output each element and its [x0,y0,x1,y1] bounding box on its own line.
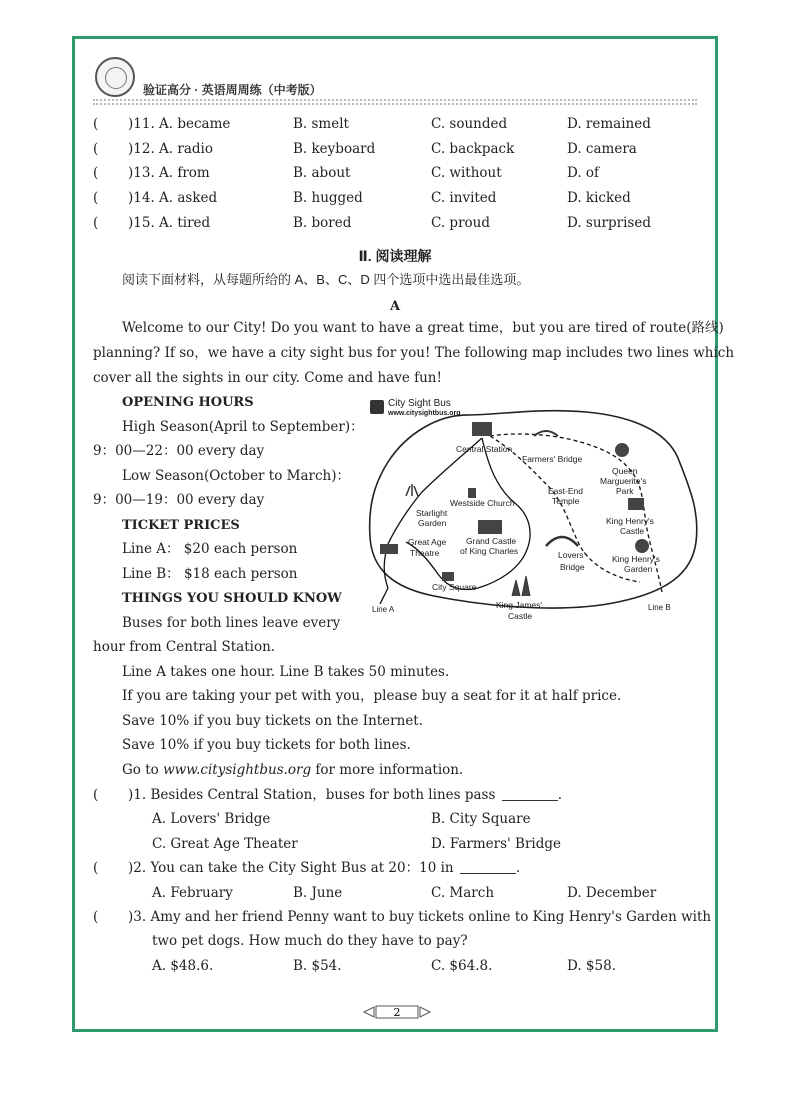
option-a: )11. A. became [128,116,231,132]
page-header-title: 验证高分 · 英语周周练（中考版） [143,83,322,97]
answer-blank[interactable] [502,800,558,801]
plant-icon [406,484,418,496]
answer-paren[interactable]: ( [93,141,99,157]
know-item: Save 10% if you buy tickets for both lines. [122,737,411,753]
know-text: Go to [122,762,164,778]
map-label: Garden [624,564,653,574]
map-label: Starlight [416,508,448,518]
map-label: Grand Castle [466,536,517,546]
option-d: D. Farmers' Bridge [431,836,562,852]
intro-line: cover all the sights in our city. Come and have fun! [93,370,442,386]
answer-paren[interactable]: ( [93,165,99,181]
map-label: City Square [432,582,477,592]
map-label: Theatre [410,548,440,558]
option-a: A. $48.6. [152,958,214,974]
map-label: Castle [508,611,533,621]
answer-paren[interactable]: ( [93,190,99,206]
map-label: Queen [612,466,638,476]
bridge-icon [546,537,578,546]
question-stem [128,862,520,876]
low-season: Low Season(October to March)： [122,468,350,484]
low-season-hours: 9：00—19：00 every day [93,492,265,508]
map-label: King James' [496,600,543,610]
know-item: If you are taking your pet with you，please buy a seat for it at half price. [122,688,622,704]
option-a: A. Lovers' Bridge [152,811,271,827]
option-c: C. sounded [431,116,508,132]
option-b: B. about [293,165,351,181]
know-item: Save 10% if you buy tickets on the Internet. [122,713,424,729]
school-seal-logo [95,57,135,97]
theatre-icon [380,544,398,554]
option-a: )14. A. asked [128,190,218,206]
church-icon [468,488,476,498]
map-label: Park [616,486,634,496]
option-c: C. invited [431,190,497,206]
tree-icon [615,443,629,457]
section-instruction: 阅读下面材料，从每题所给的 A、B、C、D 四个选项中选出最佳选项。 [122,272,530,287]
answer-paren[interactable]: ( [93,909,99,925]
page-number-ornament [362,1004,432,1020]
map-label: Garden [418,518,447,528]
know-item: Line A takes one hour. Line B takes 50 minutes. [122,664,450,680]
line-a-tail [380,588,388,604]
high-season: High Season(April to September)： [122,419,364,435]
ticket-prices-heading: TICKET PRICES [122,518,240,533]
map-label: Marguerite's [600,476,647,486]
map-label: of King Charles [460,546,519,556]
know-item [122,764,463,778]
map-title: City Sight Bus [388,398,451,409]
option-d: D. of [567,165,600,181]
building-icon [442,572,454,581]
stem-text: )2. You can take the City Sight Bus at 20：10 in [128,860,454,876]
stem-end: . [557,787,562,803]
option-d: D. surprised [567,215,651,231]
intro-line: Welcome to our City! Do you want to have a great time，but you are tired of route(路线) [122,320,724,336]
question-stem: )3. Amy and her friend Penny want to buy tickets online to King Henry's Garden with [128,909,712,925]
option-b: B. June [293,885,343,901]
map-label-line-a: Line A [372,605,395,614]
map-label: King Henry's [606,516,654,526]
option-c: C. March [431,885,495,901]
question-stem [128,789,562,803]
option-a: A. February [152,885,233,901]
option-c: C. $64.8. [431,958,493,974]
option-b: B. $54. [293,958,342,974]
header-divider [93,99,697,105]
map-label: King Henry's [612,554,660,564]
answer-paren[interactable]: ( [93,215,99,231]
option-a: )13. A. from [128,165,210,181]
high-season-hours: 9：00—22：00 every day [93,443,265,459]
line-b-price: Line B： $18 each person [122,566,298,582]
know-item: hour from Central Station. [93,639,276,655]
map-label: Great Age [408,537,447,547]
map-label: East-End [548,486,583,496]
castle-icon [512,576,530,596]
castle-icon [478,520,502,534]
option-c: C. proud [431,215,490,231]
stem-end: . [515,860,521,876]
section-title: Ⅱ. 阅读理解 [358,248,432,264]
option-a: )15. A. tired [128,215,211,231]
option-d: D. $58. [567,958,616,974]
city-sight-bus-map [366,392,700,624]
map-label: Lovers' [558,550,586,560]
option-b: B. City Square [431,811,531,827]
map-label: Castle [620,526,645,536]
map-label-farmers: Farmers' Bridge [522,454,583,464]
option-c: C. without [431,165,502,181]
station-icon [472,422,492,436]
option-d: D. kicked [567,190,631,206]
option-a: )12. A. radio [128,141,213,157]
answer-paren[interactable]: ( [93,787,99,803]
page-number: 2 [393,1006,401,1019]
map-label: Bridge [560,562,585,572]
option-c: C. Great Age Theater [152,836,298,852]
answer-paren[interactable]: ( [93,116,99,132]
know-text: for more information. [311,762,464,778]
option-d: D. remained [567,116,651,132]
option-b: B. smelt [293,116,349,132]
map-label: Temple [552,496,580,506]
map-label-line-b: Line B [648,603,671,612]
website-link[interactable]: www.citysightbus.org [163,762,312,778]
option-c: C. backpack [431,141,515,157]
intro-line: planning? If so，we have a city sight bus for you! The following map includes two lines which [93,345,735,361]
bus-icon [370,400,384,414]
tree-icon [635,539,649,553]
answer-blank[interactable] [460,873,516,874]
option-b: B. bored [293,215,352,231]
question-stem-cont: two pet dogs. How much do they have to pay? [152,933,468,949]
map-label: Westside Church [450,498,515,508]
map-url: www.citysightbus.org [388,410,461,417]
castle-icon [628,498,644,510]
opening-hours-heading: OPENING HOURS [122,395,254,410]
know-item: Buses for both lines leave every [122,615,341,631]
stem-text: )1. Besides Central Station，buses for both lines pass [128,787,496,803]
option-b: B. keyboard [293,141,376,157]
line-a-price: Line A： $20 each person [122,541,298,557]
passage-label: A [389,299,401,314]
map-label-central: Central Station [456,444,513,454]
things-to-know-heading: THINGS YOU SHOULD KNOW [122,591,342,606]
option-b: B. hugged [293,190,363,206]
option-d: D. December [567,885,657,901]
answer-paren[interactable]: ( [93,860,99,876]
option-d: D. camera [567,141,637,157]
